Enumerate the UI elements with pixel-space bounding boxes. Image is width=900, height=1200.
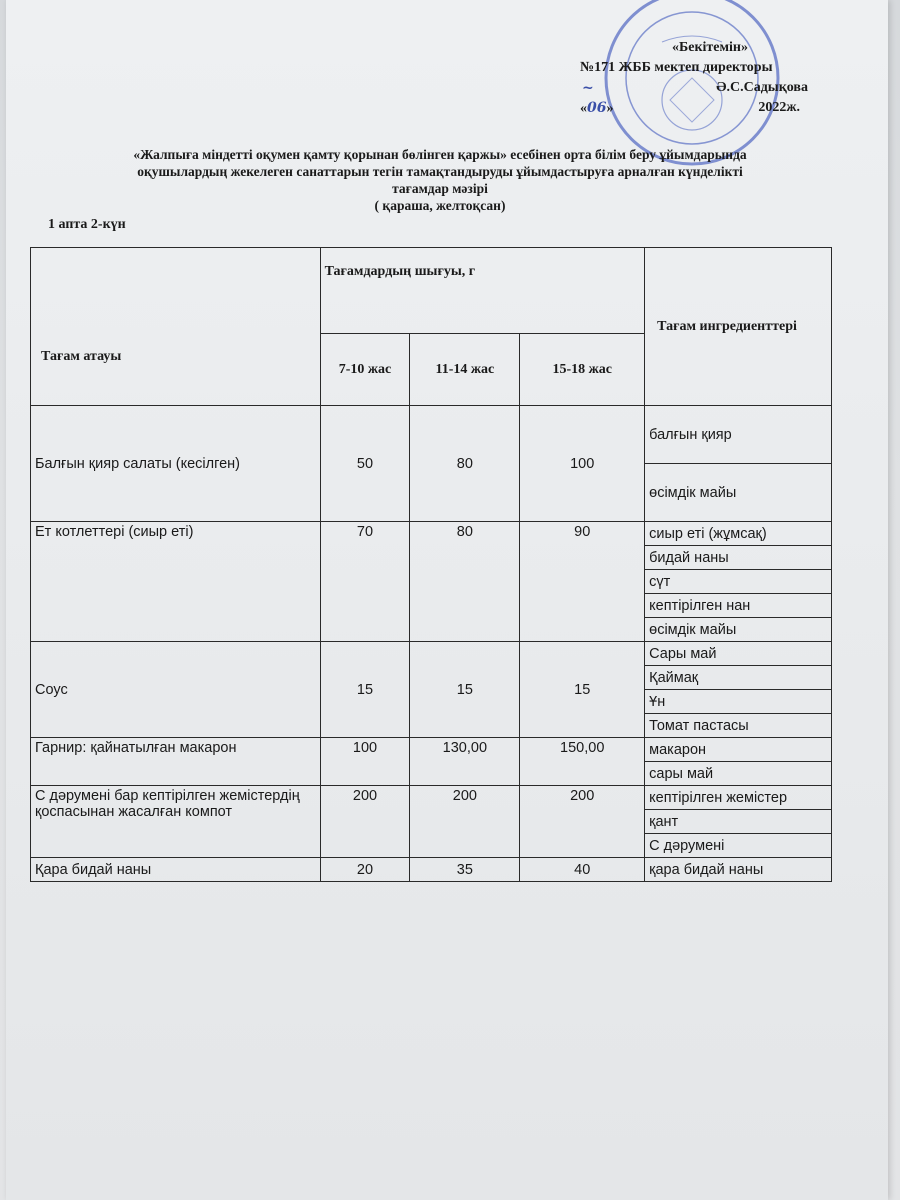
- ingredient: макарон: [645, 738, 832, 762]
- ingredient: сары май: [645, 762, 832, 786]
- table-row: Гарнир: қайнатылған макарон 100 130,00 150,00 макарон: [31, 738, 832, 762]
- ingredient: өсімдік майы: [645, 464, 832, 522]
- approve-label: «Бекітемін»: [671, 40, 748, 55]
- menu-table: [30, 247, 832, 882]
- ingredient: С дәрумені: [645, 834, 832, 858]
- approval-block: «Бекітемін» №171 ЖББ мектеп директоры ~ Ә.С.Садықова «06» 2022ж.: [560, 38, 860, 119]
- header-age-11-14: 11-14 жас: [410, 334, 520, 406]
- table-row: Қара бидай наны 20 35 40 қара бидай наны: [31, 858, 832, 882]
- week-day-label: 1 апта 2-күн: [48, 217, 126, 232]
- ingredient: Ұн: [645, 690, 832, 714]
- ingredient: Томат пастасы: [645, 714, 832, 738]
- director-signature: ~: [582, 80, 594, 96]
- dish-name: Балғын қияр салаты (кесілген): [31, 406, 321, 522]
- ingredient: Сары май: [645, 642, 832, 666]
- table-row: Балғын қияр салаты (кесілген) 50 80 100 балғын қияр: [31, 406, 832, 464]
- ingredient: қант: [645, 810, 832, 834]
- header-output: Тағамдардың шығуы, г: [320, 248, 645, 334]
- dish-name: Қара бидай наны: [31, 858, 321, 882]
- date-year: 2022ж.: [758, 100, 800, 115]
- ingredient: кептірілген жемістер: [645, 786, 832, 810]
- table-row: С дәрумені бар кептірілген жемістердің қоспасынан жасалған компот 200 200 200 кептірілген жемістер: [31, 786, 832, 810]
- date-day: 06: [587, 100, 607, 116]
- header-age-7-10: 7-10 жас: [320, 334, 410, 406]
- director-name: Ә.С.Садықова: [716, 80, 808, 95]
- dish-name: С дәрумені бар кептірілген жемістердің қоспасынан жасалған компот: [31, 786, 321, 858]
- ingredient: Қаймақ: [645, 666, 832, 690]
- ingredient: сиыр еті (жұмсақ): [645, 522, 832, 546]
- ingredient: балғын қияр: [645, 406, 832, 464]
- ingredient: өсімдік майы: [645, 618, 832, 642]
- document-title: «Жалпыға міндетті оқумен қамту қорынан бөлінген қаржы» есебінен орта білім беру ұйымдарында оқушылардың жекелеген санаттарын тегін тамақтандыруды ұйымдастыруға арналған күнделікті тағамдар мәзірі ( қараша, желтоқсан): [133, 147, 747, 213]
- table-row: Соус 15 15 15 Сары май: [31, 642, 832, 666]
- dish-name: Гарнир: қайнатылған макарон: [31, 738, 321, 786]
- dish-name: Соус: [31, 642, 321, 738]
- ingredient: бидай наны: [645, 546, 832, 570]
- table-row: Ет котлеттері (сиыр еті) 70 80 90 сиыр еті (жұмсақ): [31, 522, 832, 546]
- dish-name: Ет котлеттері (сиыр еті): [31, 522, 321, 642]
- header-age-15-18: 15-18 жас: [520, 334, 645, 406]
- ingredient: сүт: [645, 570, 832, 594]
- ingredient: кептірілген нан: [645, 594, 832, 618]
- header-ingredients: Тағам ингредиенттері: [645, 248, 832, 406]
- ingredient: қара бидай наны: [645, 858, 832, 882]
- director-position: №171 ЖББ мектеп директоры: [580, 60, 773, 75]
- header-dish-name: Тағам атауы: [31, 248, 321, 406]
